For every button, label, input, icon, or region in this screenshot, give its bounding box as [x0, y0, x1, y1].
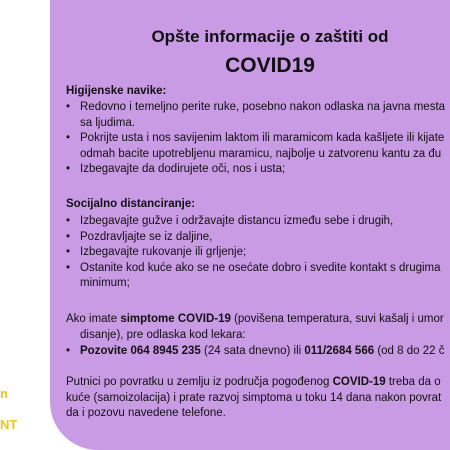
list-item: • Redovno i temeljno perite ruke, posebno nakon odlaska na javna mesta sa ljudima.	[66, 100, 445, 131]
contact-list	[66, 344, 444, 360]
page-title-line2: COVID19	[225, 54, 315, 77]
list-item: • Pokrijte usta i nos savijenim laktom ili maramicom kada kašljete ili kijate odmah bacite upotrebljenu maramicu, najbolje u zatvorenu kantu za đu	[66, 131, 445, 162]
list-item: • Ostanite kod kuće ako se ne osećate dobro i svedite kontakt s drugima minimum;	[66, 261, 441, 292]
hygiene-heading: Higijenske navike:	[66, 85, 167, 97]
list-item: • Izbegavajte da dodirujete oči, nos i usta;	[66, 162, 445, 178]
page-title-line1: Opšte informacije o zaštiti od	[151, 27, 389, 46]
list-item: • Pozdravljajte se iz daljine,	[66, 230, 441, 246]
travel-paragraph: Putnici po povratku u zemlju iz područja pogođenog COVID-19 treba da o kuće (samoizolacija) i prate razvoj simptoma u toku 14 dana nakon povrat da i pozovu navedene telefone.	[66, 376, 442, 419]
distancing-heading: Socijalno distanciranje:	[66, 198, 196, 210]
symptoms-paragraph: Ako imate simptome COVID-19 (povišena temperatura, suvi kašalj i umor disanje), pre odlaska kod lekara:	[66, 313, 444, 341]
hygiene-list	[66, 100, 445, 178]
side-text-fragment-bottom: NT	[0, 417, 18, 432]
distancing-list	[66, 214, 441, 292]
list-item: • Pozovite 064 8945 235 (24 sata dnevno) ili 011/2684 566 (od 8 do 22 č	[66, 344, 444, 360]
list-item: • Izbegavajte gužve i održavajte distancu između sebe i drugih,	[66, 214, 441, 230]
list-item: • Izbegavajte rukovanje ili grljenje;	[66, 245, 441, 261]
side-text-fragment-top: n	[0, 386, 8, 401]
